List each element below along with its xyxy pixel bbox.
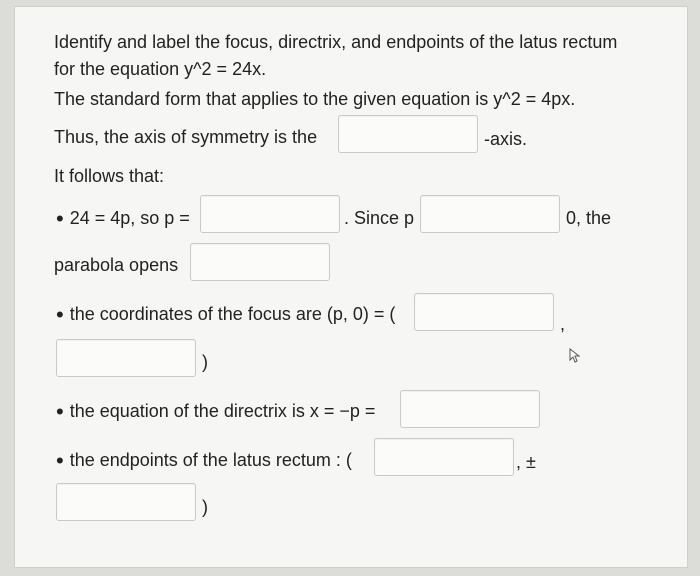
directrix-input[interactable] [400, 390, 540, 428]
focus-comma-text: , [560, 314, 566, 334]
bullet-icon: • [56, 302, 64, 327]
axis-prefix-text: Thus, the axis of symmetry is the [54, 127, 318, 147]
p-equation-label: 24 = 4p, so p = [69, 208, 190, 228]
focus-y-input[interactable] [56, 339, 196, 377]
bullet-icon: • [56, 206, 64, 231]
opens-direction-input[interactable] [190, 243, 330, 281]
latus-text [56, 449, 352, 471]
axis-suffix-text: -axis. [484, 129, 528, 149]
directrix-text [56, 400, 375, 422]
comparison-input[interactable] [420, 195, 560, 233]
bullet-icon: • [56, 448, 64, 473]
focus-close-paren: ) [202, 352, 208, 372]
latus-label: the endpoints of the latus rectum : ( [69, 450, 352, 470]
focus-text [56, 303, 395, 325]
focus-x-input[interactable] [414, 293, 554, 331]
parabola-opens-text: parabola opens [54, 255, 179, 275]
focus-label: the coordinates of the focus are (p, 0) = ( [69, 304, 396, 324]
directrix-label: the equation of the directrix is x = −p = [69, 401, 376, 421]
question-line-1: Identify and label the focus, directrix, and endpoints of the latus rectum [54, 32, 618, 52]
bullet-icon: • [56, 399, 64, 424]
follows-text: It follows that: [54, 166, 165, 186]
p-equation-text [56, 207, 190, 229]
question-line-2: for the equation y^2 = 24x. [54, 59, 267, 79]
axis-answer-input[interactable] [338, 115, 478, 153]
latus-x-input[interactable] [374, 438, 514, 476]
latus-pm-text: , ± [516, 452, 536, 472]
latus-y-input[interactable] [56, 483, 196, 521]
mouse-pointer-icon [568, 348, 582, 364]
zero-the-text: 0, the [566, 208, 612, 228]
question-line-3: The standard form that applies to the given equation is y^2 = 4px. [54, 89, 576, 109]
p-value-input[interactable] [200, 195, 340, 233]
latus-close-paren: ) [202, 497, 208, 517]
since-p-text: . Since p [344, 208, 415, 228]
